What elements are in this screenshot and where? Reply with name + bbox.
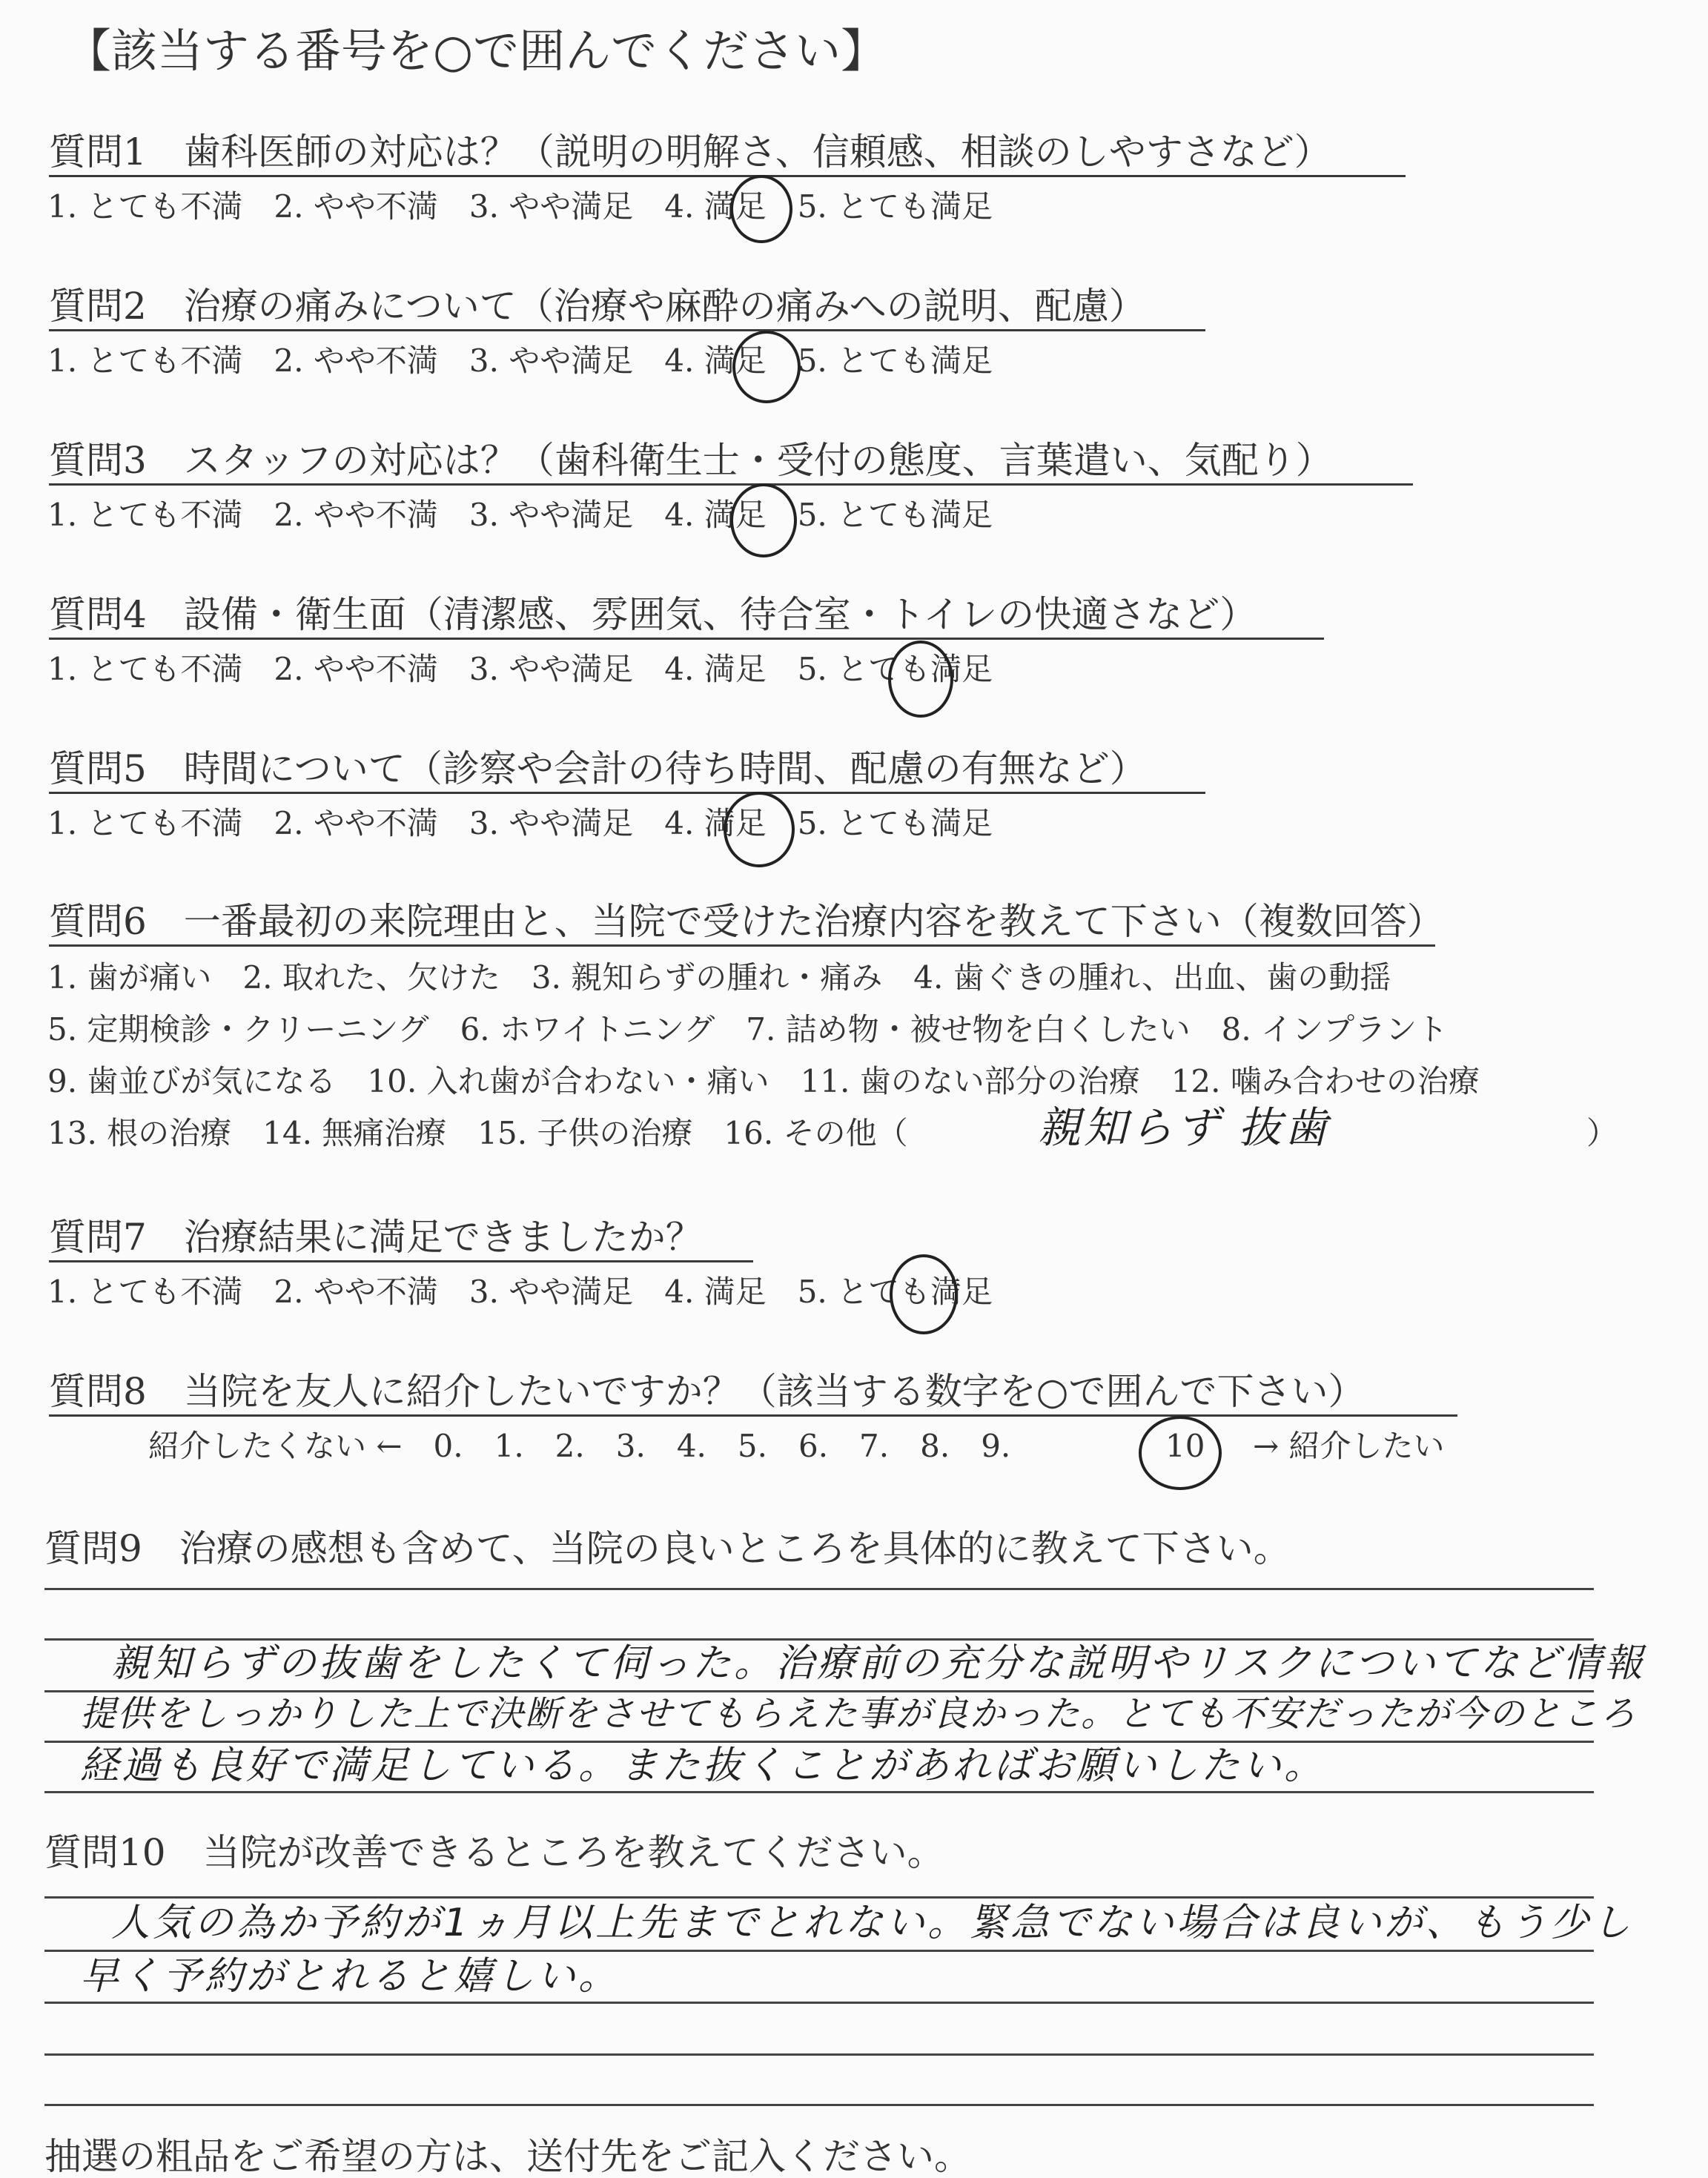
q9-answer-line-2: 提供をしっかりした上で決断をさせてもらえた事が良かった。とても不安だったが今のところ <box>80 1693 1638 1735</box>
q6-options-row3[interactable]: 9. 歯並びが気になる 10. 入れ歯が合わない・痛い 11. 歯のない部分の治療 12. 噛み合わせの治療 <box>47 1063 1480 1099</box>
q5-options[interactable]: 1. とても不満 2. やや不満 3. やや満足 4. 満足 5. とても満足 <box>47 805 993 841</box>
q1-answer-circle <box>730 175 792 243</box>
q1-underline <box>49 175 1406 177</box>
q10-rule-5 <box>44 2104 1594 2106</box>
q9-answer-line-3: 経過も良好で満足している。また抜くことがあればお願いしたい。 <box>80 1744 1326 1788</box>
q2-answer-circle <box>732 331 801 403</box>
q10-rule-1 <box>44 1896 1594 1899</box>
q8-answer-value[interactable]: 10 <box>1165 1428 1205 1464</box>
q8-scale-end: → 紹介したい <box>1253 1428 1445 1464</box>
q9-rule-4 <box>44 1741 1594 1743</box>
q1-title: 質問1 歯科医師の対応は？（説明の明解さ、信頼感、相談のしやすさなど） <box>49 130 1331 173</box>
q6-options-row1[interactable]: 1. 歯が痛い 2. 取れた、欠けた 3. 親知らずの腫れ・痛み 4. 歯ぐきの腫れ、出血、歯の動揺 <box>47 959 1391 996</box>
q6-other-close: ） <box>1586 1115 1618 1151</box>
q5-title: 質問5 時間について（診察や会計の待ち時間、配慮の有無など） <box>49 747 1147 790</box>
q4-title: 質問4 設備・衛生面（清潔感、雰囲気、待合室・トイレの快適さなど） <box>49 593 1257 636</box>
q5-underline <box>49 792 1205 794</box>
q6-other-handwritten: 親知らず 抜歯 <box>1038 1102 1331 1153</box>
q8-scale[interactable]: 紹介したくない ← 0. 1. 2. 3. 4. 5. 6. 7. 8. 9. <box>148 1428 1011 1464</box>
footer-instruction: 抽選の粗品をご希望の方は、送付先をご記入ください。 <box>44 2135 971 2178</box>
q9-title: 質問9 治療の感想も含めて、当院の良いところを具体的に教えて下さい。 <box>44 1527 1291 1570</box>
q5-answer-circle <box>724 792 795 867</box>
q7-title: 質問7 治療結果に満足できましたか？ <box>49 1216 703 1259</box>
q2-options[interactable]: 1. とても不満 2. やや不満 3. やや満足 4. 満足 5. とても満足 <box>47 342 993 379</box>
q4-answer-circle <box>888 641 953 718</box>
q9-rule-1 <box>44 1588 1594 1590</box>
q3-options[interactable]: 1. とても不満 2. やや不満 3. やや満足 4. 満足 5. とても満足 <box>47 497 993 533</box>
q1-options[interactable]: 1. とても不満 2. やや不満 3. やや満足 4. 満足 5. とても満足 <box>47 188 993 225</box>
q6-title: 質問6 一番最初の来院理由と、当院で受けた治療内容を教えて下さい（複数回答） <box>49 900 1444 943</box>
q8-underline <box>49 1414 1457 1417</box>
q8-title: 質問8 当院を友人に紹介したいですか？（該当する数字を○で囲んで下さい） <box>49 1370 1366 1413</box>
q3-underline <box>49 483 1413 486</box>
q3-answer-circle <box>730 483 797 557</box>
q4-options[interactable]: 1. とても不満 2. やや不満 3. やや満足 4. 満足 5. とても満足 <box>47 651 993 687</box>
q6-options-row4[interactable]: 13. 根の治療 14. 無痛治療 15. 子供の治療 16. その他（ <box>47 1115 908 1151</box>
q7-answer-circle <box>890 1254 958 1334</box>
q10-answer-line-1: 人気の為か予約が1ヵ月以上先までとれない。緊急でない場合は良いが、もう少し <box>111 1901 1634 1945</box>
q10-rule-3 <box>44 2002 1594 2004</box>
q10-rule-4 <box>44 2053 1594 2056</box>
q7-options[interactable]: 1. とても不満 2. やや不満 3. やや満足 4. 満足 5. とても満足 <box>47 1274 993 1310</box>
q2-underline <box>49 329 1205 331</box>
q9-answer-line-1: 親知らずの抜歯をしたくて伺った。治療前の充分な説明やリスクについてなど情報 <box>111 1641 1646 1686</box>
q3-title: 質問3 スタッフの対応は？（歯科衛生士・受付の態度、言葉遣い、気配り） <box>49 439 1333 482</box>
q8-answer-circle <box>1139 1416 1222 1490</box>
q10-answer-line-2: 早く予約がとれると嬉しい。 <box>80 1954 620 1999</box>
q6-underline <box>49 944 1435 947</box>
q9-rule-5 <box>44 1791 1594 1793</box>
q9-rule-2 <box>44 1638 1594 1641</box>
q6-options-row2[interactable]: 5. 定期検診・クリーニング 6. ホワイトニング 7. 詰め物・被せ物を白くしたい 8. インプラント <box>47 1011 1449 1047</box>
q10-title: 質問10 当院が改善できるところを教えてください。 <box>44 1831 944 1874</box>
q10-rule-2 <box>44 1950 1594 1952</box>
q2-title: 質問2 治療の痛みについて（治療や麻酔の痛みへの説明、配慮） <box>49 285 1146 328</box>
q9-rule-3 <box>44 1690 1594 1692</box>
instruction-heading: 【該当する番号を○で囲んでください】 <box>65 24 887 78</box>
q7-underline <box>49 1260 753 1262</box>
q4-underline <box>49 638 1324 640</box>
